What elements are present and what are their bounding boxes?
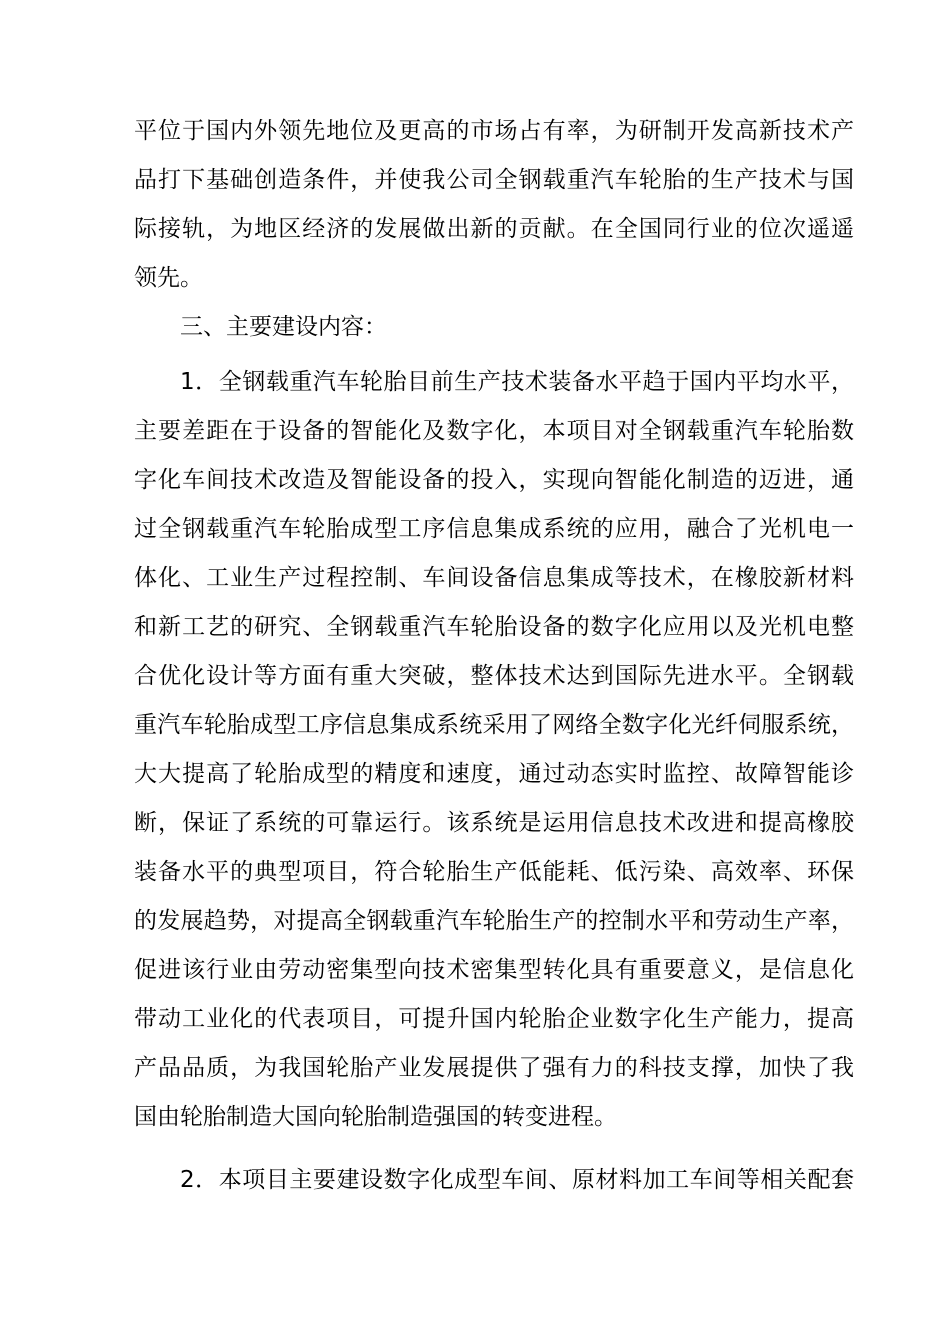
text-line: 断，保证了系统的可靠运行。该系统是运用信息技术改进和提高橡胶 bbox=[134, 810, 854, 836]
paragraph-item-2 bbox=[134, 1156, 854, 1205]
text-line: 1．全钢载重汽车轮胎目前生产技术装备水平趋于国内平均水平， bbox=[180, 369, 854, 395]
paragraph-intro-continuation bbox=[134, 107, 854, 303]
text-line: 国由轮胎制造大国向轮胎制造强国的转变进程。 bbox=[134, 1104, 617, 1130]
text-line: 主要差距在于设备的智能化及数字化，本项目对全钢载重汽车轮胎数 bbox=[134, 418, 854, 444]
text-line: 重汽车轮胎成型工序信息集成系统采用了网络全数字化光纤伺服系统， bbox=[134, 712, 854, 738]
text-line: 产品品质，为我国轮胎产业发展提供了强有力的科技支撑，加快了我 bbox=[134, 1055, 854, 1081]
heading-text: 三、主要建设内容： bbox=[180, 314, 387, 340]
text-line: 合优化设计等方面有重大突破，整体技术达到国际先进水平。全钢载 bbox=[134, 663, 854, 689]
text-line: 平位于国内外领先地位及更高的市场占有率，为研制开发高新技术产 bbox=[134, 118, 854, 144]
text-line: 和新工艺的研究、全钢载重汽车轮胎设备的数字化应用以及光机电整 bbox=[134, 614, 854, 640]
text-line: 大大提高了轮胎成型的精度和速度，通过动态实时监控、故障智能诊 bbox=[134, 761, 854, 787]
text-line: 体化、工业生产过程控制、车间设备信息集成等技术，在橡胶新材料 bbox=[134, 565, 854, 591]
text-line: 领先。 bbox=[134, 265, 203, 291]
text-line: 品打下基础创造条件，并使我公司全钢载重汽车轮胎的生产技术与国 bbox=[134, 167, 854, 193]
text-line: 的发展趋势，对提高全钢载重汽车轮胎生产的控制水平和劳动生产率， bbox=[134, 908, 854, 934]
text-line: 际接轨，为地区经济的发展做出新的贡献。在全国同行业的位次遥遥 bbox=[134, 216, 854, 242]
text-line: 带动工业化的代表项目，可提升国内轮胎企业数字化生产能力，提高 bbox=[134, 1006, 854, 1032]
text-line: 装备水平的典型项目，符合轮胎生产低能耗、低污染、高效率、环保 bbox=[134, 859, 854, 885]
text-line: 字化车间技术改造及智能设备的投入，实现向智能化制造的迈进，通 bbox=[134, 467, 854, 493]
text-line: 2．本项目主要建设数字化成型车间、原材料加工车间等相关配套 bbox=[180, 1167, 854, 1193]
paragraph-item-1 bbox=[134, 358, 854, 1142]
section-heading bbox=[134, 303, 854, 352]
text-line: 促进该行业由劳动密集型向技术密集型转化具有重要意义，是信息化 bbox=[134, 957, 854, 983]
text-line: 过全钢载重汽车轮胎成型工序信息集成系统的应用，融合了光机电一 bbox=[134, 516, 854, 542]
